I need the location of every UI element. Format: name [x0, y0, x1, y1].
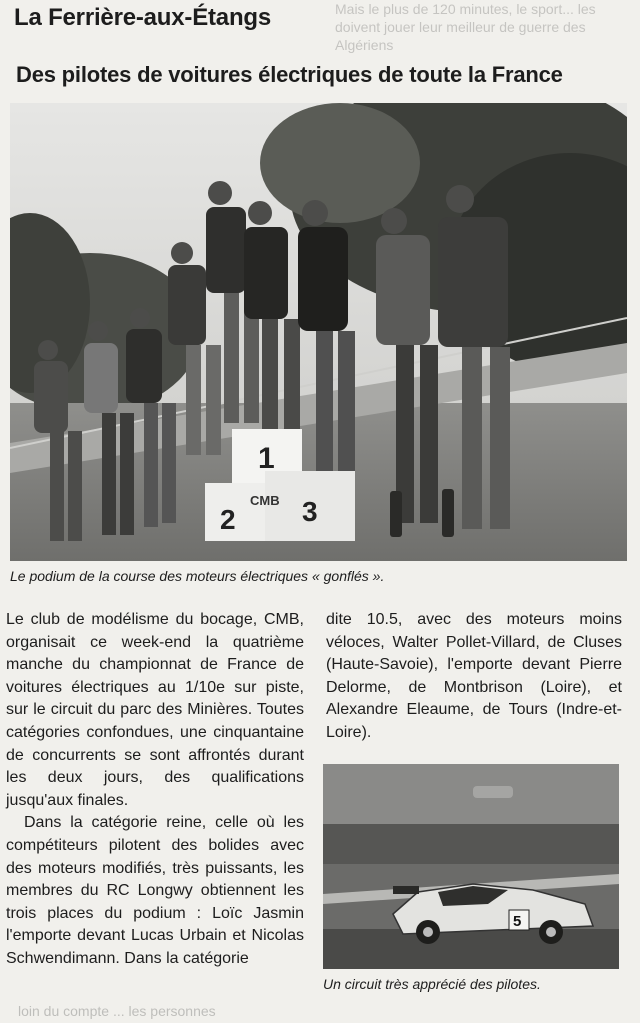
- article-location-heading: La Ferrière-aux-Étangs: [14, 4, 272, 31]
- bleed-through-text: loin du compte ... les personnes: [18, 1003, 216, 1019]
- podium-logo: CMB: [250, 493, 280, 508]
- article-paragraph: dite 10.5, avec des moteurs moins véloces, Walter Pollet-Villard, de Cluses (Haute-Savoie), l'emporte devant Pierre Delorme, de Montbrison (Loire), et Alexandre Eleaume, de Tours (Indre-et-Loire).: [326, 611, 622, 741]
- article-paragraph: Dans la catégorie reine, celle où les compétiteurs pilotent des bolides avec des moteurs modifiés, très puissants, les membres du RC Longwy obtiennent les trois places du podium : Loïc Jasmin l'emporte devant Lucas Urbain et Nicolas Schwendimann. Dans la catégorie: [6, 814, 304, 967]
- article-left-column: [6, 609, 304, 971]
- podium-step-3: 3: [302, 496, 318, 527]
- podium-photo-caption: Le podium de la course des moteurs électriques « gonflés ».: [10, 568, 385, 584]
- bleed-through-text: Mais le plus de 120 minutes, le sport... les doivent jouer leur meilleur de guerre des Algériens: [335, 1, 596, 53]
- article-right-column: [326, 609, 622, 745]
- podium-photo: [10, 103, 627, 561]
- podium-step-1: 1: [258, 442, 275, 475]
- race-car-number: 5: [513, 913, 522, 930]
- podium-photo-illustration: [10, 103, 627, 561]
- article-paragraph: Le club de modélisme du bocage, CMB, organisait ce week-end la quatrième manche du championnat de France de voitures électriques au 1/10e sur piste, sur le circuit du parc des Minières. Toutes catégories confondues, une cinquantaine de concurrents se sont affrontés durant les deux jours, des qualifications jusqu'aux finales.: [6, 611, 304, 809]
- podium-step-2: 2: [220, 504, 236, 535]
- race-car-photo: [323, 764, 619, 969]
- article-headline: Des pilotes de voitures électriques de toute la France: [16, 62, 563, 87]
- race-car-illustration: [323, 764, 619, 969]
- race-photo-caption: Un circuit très apprécié des pilotes.: [323, 976, 541, 992]
